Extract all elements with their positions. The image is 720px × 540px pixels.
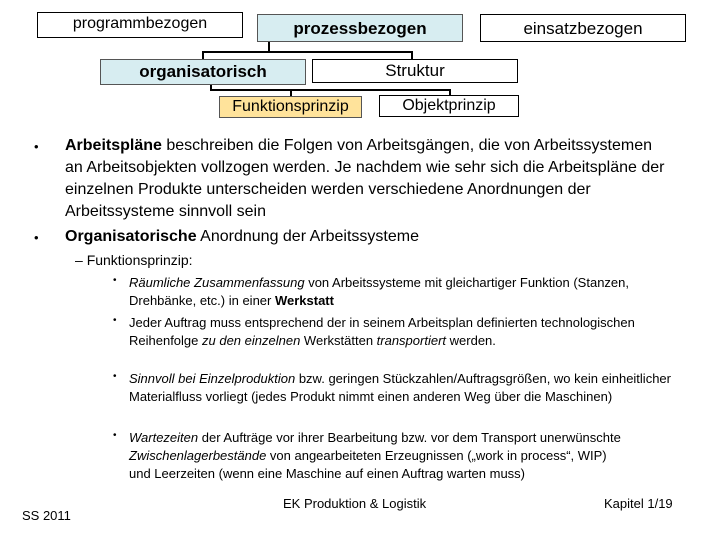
connector: [210, 89, 450, 91]
node-label: Struktur: [385, 61, 445, 80]
bullet-dot: •: [34, 139, 39, 154]
item-wartezeiten: [129, 429, 629, 483]
item-italic: Räumliche Zusammenfassung: [129, 275, 305, 290]
connector: [202, 51, 412, 53]
node-prozessbezogen: [257, 14, 463, 42]
item-text: der Aufträge vor ihrer Bearbeitung bzw. vor dem Transport unerwünschte: [198, 430, 621, 445]
item-italic: Sinnvoll bei Einzelproduktion: [129, 371, 296, 386]
bullet-text: beschreiben die Folgen von Arbeitsgängen, die von Arbeitssystemen an Arbeitsobjekten vollzogen werden. Je nachdem wie sehr sich die Arbeitspläne der einzelnen Produkte unterscheiden werden verschiedene Anordnungen der Arbeitssysteme sinnvoll sein: [65, 137, 665, 220]
footer-chapter: Kapitel 1/19: [604, 496, 673, 511]
item-raeumliche: [129, 274, 679, 310]
item-text: von angearbeiteten Erzeugnissen („work in process“, WIP) und Leerzeiten (wenn eine Maschine auf einen Auftrag warten muss): [129, 448, 607, 481]
connector: [411, 51, 413, 59]
bullet-dot: •: [113, 315, 117, 326]
item-bold: Werkstatt: [274, 293, 334, 308]
bullet-bold: Organisatorische: [65, 228, 197, 245]
connector: [290, 89, 292, 96]
footer-course: EK Produktion & Logistik: [283, 496, 427, 511]
node-programmbezogen: [37, 12, 243, 38]
sub-bullet-funktionsprinzip: [75, 251, 193, 269]
bullet-dot: •: [113, 275, 117, 286]
node-label: programmbezogen: [72, 15, 208, 32]
footer-semester: SS 2011: [22, 508, 71, 523]
item-text: bzw. geringen Stückzahlen/Auftragsgrößen, wo kein einheitlicher Materialfluss vorliegt (jedes Produkt nimmt einen anderen Weg über die Maschinen): [129, 371, 671, 404]
item-sinnvoll: [129, 370, 679, 406]
item-italic: transportiert: [376, 333, 447, 348]
node-einsatzbezogen: [480, 14, 686, 42]
item-text: von Arbeitssysteme mit gleichartiger Funktion (Stanzen, Drehbänke, etc.) in einer: [129, 275, 630, 308]
item-italic: Wartezeiten: [129, 430, 199, 445]
bullet-bold: Arbeitspläne: [65, 137, 162, 154]
item-italic: Zwischenlagerbestände: [129, 448, 267, 463]
item-text: werden.: [446, 333, 496, 348]
item-italic: zu den einzelnen: [202, 333, 301, 348]
bullet-text: Anordnung der Arbeitssysteme: [196, 228, 419, 245]
node-label: organisatorisch: [139, 62, 267, 81]
node-funktionsprinzip: [219, 96, 362, 118]
bullet-organisatorische: [65, 226, 665, 248]
node-objektprinzip: [379, 95, 519, 117]
bullet-dot: •: [34, 230, 39, 245]
node-label: Funktionsprinzip: [232, 98, 349, 115]
bullet-dot: •: [113, 371, 117, 382]
connector: [202, 51, 204, 59]
bullet-dot: •: [113, 430, 117, 441]
node-label: einsatzbezogen: [523, 19, 643, 38]
node-struktur: [312, 59, 518, 83]
item-text: Jeder Auftrag muss entsprechend der in seinem Arbeitsplan definierten technologischen Reihenfolge: [129, 315, 635, 348]
bullet-arbeitsplaene: [65, 135, 665, 223]
node-organisatorisch: [100, 59, 306, 85]
node-label: Objektprinzip: [402, 97, 496, 114]
node-label: prozessbezogen: [293, 19, 427, 38]
item-text: Werkstätten: [300, 333, 377, 348]
item-jeder-auftrag: [129, 314, 659, 350]
sub-heading: Funktionsprinzip:: [86, 252, 193, 268]
dash: –: [75, 252, 87, 268]
